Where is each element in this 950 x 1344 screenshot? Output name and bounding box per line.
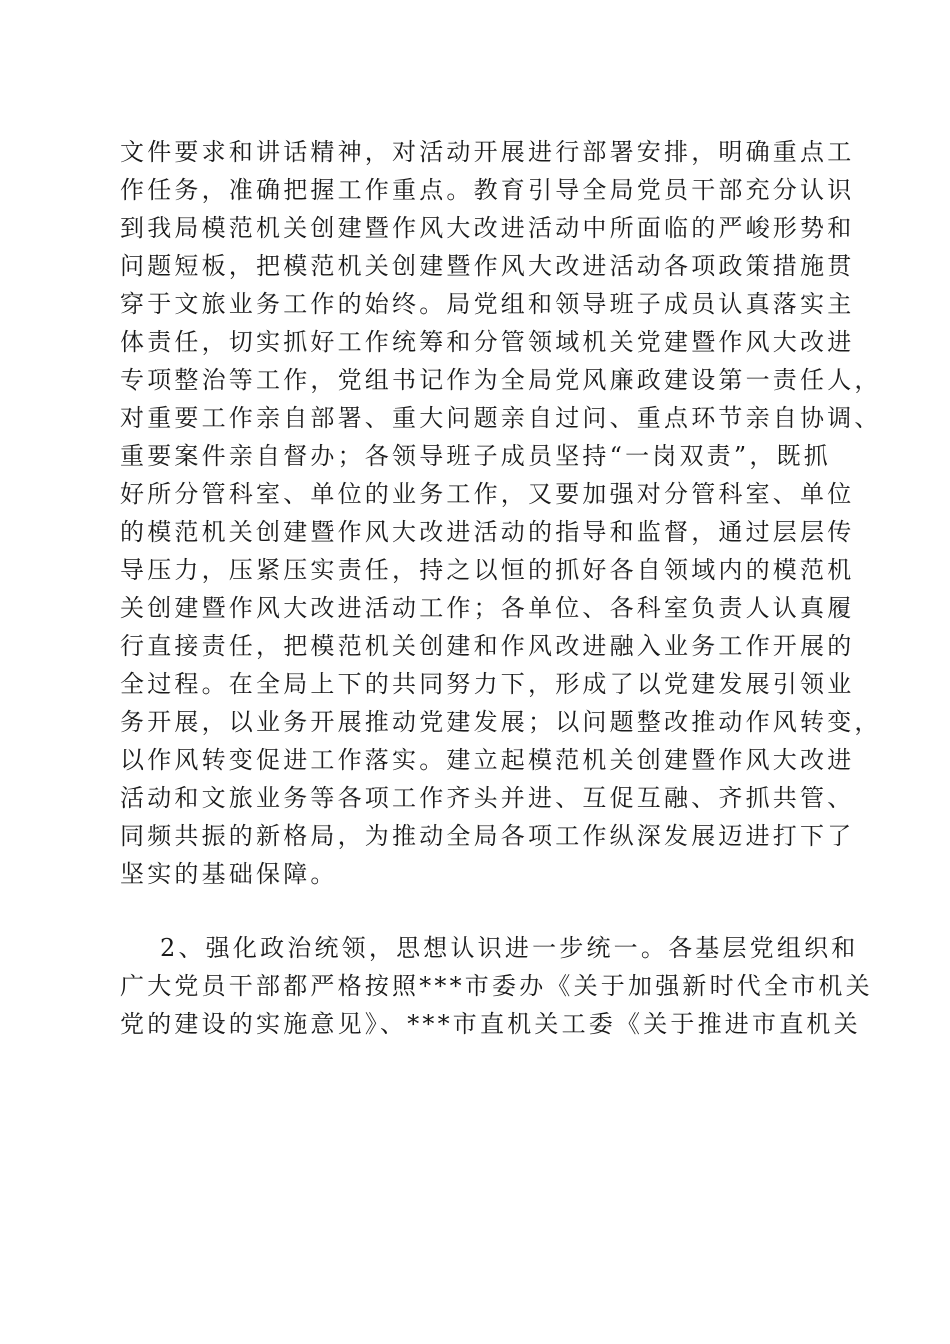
text-line: 好所分管科室、单位的业务工作，又要加强对分管科室、单位 (120, 480, 855, 508)
text-line: 同频共振的新格局，为推动全局各项工作纵深发展迈进打下了 (120, 822, 855, 850)
text-line: 坚实的基础保障。 (120, 860, 338, 888)
document-body (120, 133, 882, 1043)
text-line: 文件要求和讲话精神，对活动开展进行部署安排，明确重点工 (120, 138, 855, 166)
text-line: 到我局模范机关创建暨作风大改进活动中所面临的严峻形势和 (120, 214, 855, 242)
text-line: 穿于文旅业务工作的始终。局党组和领导班子成员认真落实主 (120, 290, 855, 318)
text-line: 2、强化政治统领，思想认识进一步统一。各基层党组织和 (160, 934, 859, 962)
text-line: 党的建设的实施意见》、***市直机关工委《关于推进市直机关 (120, 1010, 861, 1038)
paragraph-2 (120, 929, 873, 1043)
paragraph-1 (120, 133, 882, 893)
text-line: 问题短板，把模范机关创建暨作风大改进活动各项政策措施贯 (120, 252, 855, 280)
text-line: 全过程。在全局上下的共同努力下，形成了以党建发展引领业 (120, 670, 855, 698)
text-line: 的模范机关创建暨作风大改进活动的指导和监督，通过层层传 (120, 518, 855, 546)
text-line: 活动和文旅业务等各项工作齐头并进、互促互融、齐抓共管、 (120, 784, 855, 812)
text-line: 导压力，压紧压实责任，持之以恒的抓好各自领域内的模范机 (120, 556, 855, 584)
text-line: 重要案件亲自督办；各领导班子成员坚持“一岗双责”，既抓 (120, 442, 831, 470)
text-line: 专项整治等工作，党组书记作为全局党风廉政建设第一责任人， (120, 366, 882, 394)
text-line: 行直接责任，把模范机关创建和作风改进融入业务工作开展的 (120, 632, 855, 660)
text-line: 作任务，准确把握工作重点。教育引导全局党员干部充分认识 (120, 176, 855, 204)
text-line: 关创建暨作风大改进活动工作；各单位、各科室负责人认真履 (120, 594, 855, 622)
text-line: 体责任，切实抓好工作统筹和分管领域机关党建暨作风大改进 (120, 328, 855, 356)
text-line: 对重要工作亲自部署、重大问题亲自过问、重点环节亲自协调、 (120, 404, 882, 432)
text-line: 务开展，以业务开展推动党建发展；以问题整改推动作风转变， (120, 708, 882, 736)
text-line: 以作风转变促进工作落实。建立起模范机关创建暨作风大改进 (120, 746, 855, 774)
text-line: 广大党员干部都严格按照***市委办《关于加强新时代全市机关 (120, 972, 873, 1000)
